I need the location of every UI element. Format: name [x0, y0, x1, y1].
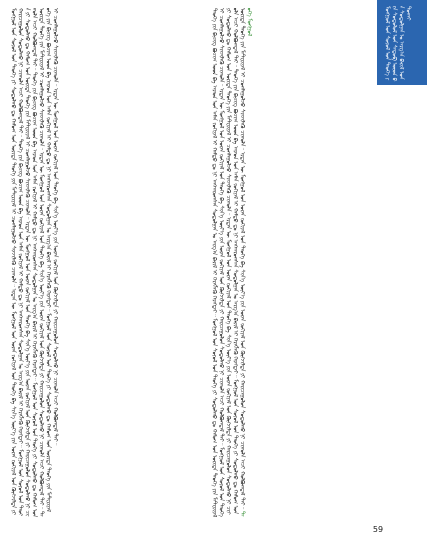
body-text-left: ᠮᠣᠩᠭᠣᠯ ᠤᠨ ᠰᠣᠶᠣᠯ ᠤᠨ ᠲᠡᠦᠬᠡ ᠶᠢ ᠰᠤᠳᠤᠯᠬᠤ ᠳᠤ ᠬᠠᠮᠤᠭ ᠤᠨ ᠤᠷᠢᠳᠠ ᠲᠡᠦᠬᠡ ᠶᠢᠨ ᠮᠠᠲ᠋ᠧᠷᠢᠶᠠᠯ ᠢ ᠴᠤᠭᠯᠠᠭᠤᠯᠵᠤ ᠰᠢᠨᠵᠢᠯᠡᠬᠦ ᠴᠢᠬᠤᠯᠠ᠃ ᠡᠷᠲᠡᠨ ᠦ ᠮᠣᠩᠭᠣᠯ ᠤᠨ ᠤᠷᠠᠨ ᠵᠣᠬᠢᠶᠠᠯ ᠤᠨ ᠲᠡᠦᠬᠡ ᠪᠠ ᠰᠢᠨ᠎ᠡ ᠦᠶ᠎ᠡ ᠶᠢᠨ ᠤᠷᠠᠨ ᠵᠣᠬᠢᠶᠠᠯ ᠤᠨ ᠬᠥᠭᠵᠢᠯᠲᠡ ᠶᠢ ᠬᠠᠷᠢᠴᠠᠭᠤᠯᠤᠨ ᠰᠤᠳᠤᠯᠬᠤ ᠨᠢ ᠴᠢᠬᠤᠯᠠ ᠠᠴᠢ ᠬᠤᠯᠪᠤᠭᠳᠠᠯ ᠲᠠᠢ᠃ ᠲᠡᠦᠬᠡ ᠶᠢᠨ ᠪᠢᠴᠢᠭ ᠪᠣᠴᠢᠭ ᠤᠳ ᠪᠠ ᠠᠷᠠᠳ ᠤᠨ ᠠᠮᠠᠨ ᠵᠣᠬᠢᠶᠠᠯ ᠢ ᠬᠠᠮᠲᠤ ᠳᠤ ᠨᠢ ᠠᠩᠬᠠᠷᠤᠭᠰᠠᠨ ᠰᠤᠳᠤᠯᠭᠠᠨ ᠤ ᠠᠷᠭ᠎ᠠ ᠪᠠᠷᠢᠯ ᠢ ᠬᠡᠷᠡᠭᠯᠡᠬᠦ ᠬᠡᠷᠡᠭᠲᠡᠢ᠃ ᠮᠣᠩᠭᠣᠯ ᠤᠨ ᠰᠣᠶᠣᠯ ᠤᠨ ᠲᠡᠦᠬᠡ ᠶᠢ ᠰᠤᠳᠤᠯᠬᠤ ᠳᠤ ᠬᠠᠮᠤᠭ ᠤᠨ ᠤᠷᠢᠳᠠ ᠲᠡᠦᠬᠡ ᠶᠢᠨ ᠮᠠᠲ᠋ᠧᠷᠢᠶᠠᠯ ᠢ ᠴᠤᠭᠯᠠᠭᠤᠯᠵᠤ ᠰᠢᠨᠵᠢᠯᠡᠬᠦ ᠴᠢᠬᠤᠯᠠ᠃ ᠡᠷᠲᠡᠨ ᠦ ᠮᠣᠩᠭᠣᠯ ᠤᠨ ᠤᠷᠠᠨ ᠵᠣᠬᠢᠶᠠᠯ ᠤᠨ ᠲᠡᠦᠬᠡ ᠪᠠ ᠰᠢᠨ᠎ᠡ ᠦᠶ᠎ᠡ ᠶᠢᠨ ᠤᠷᠠᠨ ᠵᠣᠬᠢᠶᠠᠯ ᠤᠨ ᠬᠥᠭᠵᠢᠯᠲᠡ ᠶᠢ ᠬᠠᠷᠢᠴᠠᠭᠤᠯᠤᠨ ᠰᠤᠳᠤᠯᠬᠤ ᠨᠢ ᠴᠢᠬᠤᠯᠠ ᠠᠴᠢ ᠬᠤᠯᠪᠤᠭᠳᠠᠯ ᠲᠠᠢ᠃ ᠲᠡᠦᠬᠡ ᠶᠢᠨ ᠪᠢᠴᠢᠭ ᠪᠣᠴᠢᠭ ᠤᠳ ᠪᠠ ᠠᠷᠠᠳ ᠤᠨ ᠠᠮᠠᠨ ᠵᠣᠬᠢᠶᠠᠯ ᠢ ᠬᠠᠮᠲᠤ ᠳᠤ ᠨᠢ ᠠᠩᠬᠠᠷᠤᠭᠰᠠᠨ ᠰᠤᠳᠤᠯᠭᠠᠨ ᠤ ᠠᠷᠭ᠎ᠠ ᠪᠠᠷᠢᠯ ᠢ ᠬᠡᠷᠡᠭᠯᠡᠬᠦ ᠬᠡᠷᠡᠭᠲᠡᠢ᠃ ᠮᠣᠩᠭᠣᠯ ᠤᠨ ᠰᠣᠶᠣᠯ ᠤᠨ ᠲᠡᠦᠬᠡ ᠶᠢ ᠰᠤᠳᠤᠯᠬᠤ ᠳᠤ ᠬᠠᠮᠤᠭ ᠤᠨ ᠤᠷᠢᠳᠠ ᠲᠡᠦᠬᠡ ᠶᠢᠨ ᠮᠠᠲ᠋ᠧᠷᠢᠶᠠᠯ ᠢ ᠴᠤᠭᠯᠠᠭᠤᠯᠵᠤ ᠰᠢᠨᠵᠢᠯᠡᠬᠦ ᠴᠢᠬᠤᠯᠠ᠃ ᠡᠷᠲᠡᠨ ᠦ ᠮᠣᠩᠭᠣᠯ ᠤᠨ ᠤᠷᠠᠨ ᠵᠣᠬᠢᠶᠠᠯ ᠤᠨ ᠲᠡᠦᠬᠡ ᠪᠠ ᠰᠢᠨ᠎ᠡ ᠦᠶ᠎ᠡ ᠶᠢᠨ ᠤᠷᠠᠨ ᠵᠣᠬᠢᠶᠠᠯ ᠤᠨ ᠬᠥᠭᠵᠢᠯᠲᠡ ᠶᠢ ᠬᠠᠷᠢᠴᠠᠭᠤᠯᠤᠨ ᠰᠤᠳᠤᠯᠬᠤ ᠨᠢ ᠴᠢᠬᠤᠯᠠ ᠠᠴᠢ ᠬᠤᠯᠪᠤᠭᠳᠠᠯ ᠲᠠᠢ᠃ ᠲᠡᠦᠬᠡ ᠶᠢᠨ ᠪᠢᠴᠢᠭ ᠪᠣᠴᠢᠭ ᠤᠳ ᠪᠠ ᠠᠷᠠᠳ ᠤᠨ ᠠᠮᠠᠨ ᠵᠣᠬᠢᠶᠠᠯ ᠢ ᠬᠠᠮᠲᠤ ᠳᠤ ᠨᠢ ᠠᠩᠬᠠᠷᠤᠭᠰᠠᠨ ᠰᠤᠳᠤᠯᠭᠠᠨ ᠤ ᠠᠷᠭ᠎ᠠ ᠪᠠᠷᠢᠯ ᠢ ᠬᠡᠷᠡᠭᠯᠡᠬᠦ ᠬᠡᠷᠡᠭᠲᠡᠢ᠃ ᠮᠣᠩᠭᠣᠯ ᠤᠨ ᠰᠣᠶᠣᠯ ᠤᠨ ᠲᠡᠦᠬᠡ ᠶᠢ ᠰᠤᠳᠤᠯᠬᠤ ᠳᠤ ᠬᠠᠮᠤᠭ ᠤᠨ ᠤᠷᠢᠳᠠ ᠲᠡᠦᠬᠡ ᠶᠢᠨ ᠮᠠᠲ᠋ᠧᠷᠢᠶᠠᠯ ᠢ ᠴᠤᠭᠯᠠᠭᠤᠯᠵᠤ ᠰᠢᠨᠵᠢᠯᠡᠬᠦ ᠴᠢᠬᠤᠯᠠ᠃ ᠡᠷᠲᠡᠨ ᠦ ᠮᠣᠩᠭᠣᠯ ᠤᠨ ᠤᠷᠠᠨ ᠵᠣᠬᠢᠶᠠᠯ ᠤᠨ ᠲᠡᠦᠬᠡ ᠪᠠ ᠰᠢᠨ᠎ᠡ ᠦᠶ᠎ᠡ ᠶᠢᠨ ᠤᠷᠠᠨ ᠵᠣᠬᠢᠶᠠᠯ ᠤᠨ ᠬᠥᠭᠵᠢᠯᠲᠡ ᠶᠢ ᠬᠠᠷᠢᠴᠠᠭᠤᠯᠤᠨ ᠰᠤᠳᠤᠯᠬᠤ ᠨᠢ ᠴᠢᠬᠤᠯᠠ ᠠᠴᠢ ᠬᠤᠯᠪᠤᠭᠳᠠᠯ ᠲᠠᠢ᠃	[10, 8, 58, 518]
body-text-right-block	[210, 8, 373, 518]
highlighted-term-1: ᠲᠡᠦᠬᠡ	[239, 8, 252, 517]
body-text-left-block	[9, 8, 194, 518]
page-number: 59	[372, 525, 384, 534]
body-text-right: ᠲᠡᠦᠬᠡ ᠶᠢᠨ ᠪᠢᠴᠢᠭ ᠪᠣᠴᠢᠭ ᠤᠳ ᠪᠠ ᠠᠷᠠᠳ ᠤᠨ ᠠᠮᠠᠨ ᠵᠣᠬᠢᠶᠠᠯ ᠢ ᠬᠠᠮᠲᠤ ᠳᠤ ᠨᠢ ᠠᠩᠬᠠᠷᠤᠭᠰᠠᠨ ᠰᠤᠳᠤᠯᠭᠠᠨ ᠤ ᠠᠷᠭ᠎ᠠ ᠪᠠᠷᠢᠯ ᠢ ᠬᠡᠷᠡᠭᠯᠡᠬᠦ ᠬᠡᠷᠡᠭᠲᠡᠢ᠃ ᠮᠣᠩᠭᠣᠯ ᠤᠨ ᠰᠣᠶᠣᠯ ᠤᠨ ᠲᠡᠦᠬᠡ ᠶᠢ ᠰᠤᠳᠤᠯᠬᠤ ᠳᠤ ᠬᠠᠮᠤᠭ ᠤᠨ ᠤᠷᠢᠳᠠ ᠲᠡᠦᠬᠡ ᠶᠢᠨ ᠮᠠᠲ᠋ᠧᠷᠢᠶᠠᠯ ᠢ ᠴᠤᠭᠯᠠᠭᠤᠯᠵᠤ ᠰᠢᠨᠵᠢᠯᠡᠬᠦ ᠴᠢᠬᠤᠯᠠ᠃ ᠡᠷᠲᠡᠨ ᠦ ᠮᠣᠩᠭᠣᠯ ᠤᠨ ᠤᠷᠠᠨ ᠵᠣᠬᠢᠶᠠᠯ ᠤᠨ ᠲᠡᠦᠬᠡ ᠪᠠ ᠰᠢᠨ᠎ᠡ ᠦᠶ᠎ᠡ ᠶᠢᠨ ᠤᠷᠠᠨ ᠵᠣᠬᠢᠶᠠᠯ ᠤᠨ ᠬᠥᠭᠵᠢᠯᠲᠡ ᠶᠢ ᠬᠠᠷᠢᠴᠠᠭᠤᠯᠤᠨ ᠰᠤᠳᠤᠯᠬᠤ ᠨᠢ ᠴᠢᠬᠤᠯᠠ ᠠᠴᠢ ᠬᠤᠯᠪᠤᠭᠳᠠᠯ ᠲᠠᠢ᠃ ᠮᠣᠩᠭᠣᠯ ᠤᠨ ᠰᠣᠶᠣᠯ ᠤᠨ ᠲᠡᠦᠬᠡ ᠶᠢ ᠰᠤᠳᠤᠯᠬᠤ ᠳᠤ ᠬᠠᠮᠤᠭ ᠤᠨ ᠤᠷᠢᠳᠠ ᠲᠡᠦᠬᠡ ᠶᠢᠨ ᠮᠠᠲ᠋ᠧᠷᠢᠶᠠᠯ ᠢ ᠴᠤᠭᠯᠠᠭᠤᠯᠵᠤ ᠰᠢᠨᠵᠢᠯᠡᠬᠦ ᠴᠢᠬᠤᠯᠠ᠃ ᠡᠷᠲᠡᠨ ᠦ ᠮᠣᠩᠭᠣᠯ ᠤᠨ ᠤᠷᠠᠨ ᠵᠣᠬᠢᠶᠠᠯ ᠤᠨ ᠲᠡᠦᠬᠡ ᠪᠠ ᠰᠢᠨ᠎ᠡ ᠦᠶ᠎ᠡ ᠶᠢᠨ ᠤᠷᠠᠨ ᠵᠣᠬᠢᠶᠠᠯ ᠤᠨ ᠬᠥᠭᠵᠢᠯᠲᠡ ᠶᠢ ᠬᠠᠷᠢᠴᠠᠭᠤᠯᠤᠨ ᠰᠤᠳᠤᠯᠬᠤ ᠨᠢ ᠴᠢᠬᠤᠯᠠ ᠠᠴᠢ ᠬᠤᠯᠪᠤᠭᠳᠠᠯ ᠲᠠᠢ᠃ ᠲᠡᠦᠬᠡ ᠶᠢᠨ ᠪᠢᠴᠢᠭ ᠪᠣᠴᠢᠭ ᠤᠳ ᠪᠠ ᠠᠷᠠᠳ ᠤᠨ ᠠᠮᠠᠨ ᠵᠣᠬᠢᠶᠠᠯ ᠢ ᠬᠠᠮᠲᠤ ᠳᠤ ᠨᠢ ᠠᠩᠬᠠᠷᠤᠭᠰᠠᠨ ᠰᠤᠳᠤᠯᠭᠠᠨ ᠤ ᠠᠷᠭ᠎ᠠ ᠪᠠᠷᠢᠯ ᠢ ᠬᠡᠷᠡᠭᠯᠡᠬᠦ ᠬᠡᠷᠡᠭᠲᠡᠢ᠃ ᠮᠣᠩᠭᠣᠯ ᠤᠨ ᠰᠣᠶᠣᠯ ᠤᠨ ᠲᠡᠦᠬᠡ ᠶᠢ ᠰᠤᠳᠤᠯᠬᠤ ᠳᠤ ᠬᠠᠮᠤᠭ ᠤᠨ ᠤᠷᠢᠳᠠ ᠲᠡᠦᠬᠡ ᠶᠢᠨ ᠮᠠᠲ᠋ᠧᠷᠢᠶᠠᠯ ᠢ ᠴᠤᠭᠯᠠᠭᠤᠯᠵᠤ ᠰᠢᠨᠵᠢᠯᠡᠬᠦ ᠴᠢᠬᠤᠯᠠ᠃ ᠡᠷᠲᠡᠨ ᠦ ᠮᠣᠩᠭᠣᠯ ᠤᠨ ᠤᠷᠠᠨ ᠵᠣᠬᠢᠶᠠᠯ ᠤᠨ ᠲᠡᠦᠬᠡ ᠪᠠ ᠰᠢᠨ᠎ᠡ ᠦᠶ᠎ᠡ ᠶᠢᠨ ᠤᠷᠠᠨ ᠵᠣᠬᠢᠶᠠᠯ ᠤᠨ ᠬᠥᠭᠵᠢᠯᠲᠡ ᠶᠢ ᠬᠠᠷᠢᠴᠠᠭᠤᠯᠤᠨ ᠰᠤᠳᠤᠯᠬᠤ ᠨᠢ ᠴᠢᠬᠤᠯᠠ ᠠᠴᠢ ᠬᠤᠯᠪᠤᠭᠳᠠᠯ ᠲᠠᠢ᠃	[211, 8, 245, 518]
highlighted-term-2: ᠮᠣᠩᠭᠣᠯ	[246, 18, 252, 37]
chapter-header-text: ᠮᠣᠩᠭᠣᠯ ᠤᠨ ᠰᠣᠶᠣᠯ ᠤᠨ ᠲᠡᠦᠬᠡ ᠶᠢᠨ ᠰᠤᠳᠤᠯᠤᠯ ᠤᠨ ᠰᠡᠳᠦᠪ ᠦᠳ ᠪᠠ ᠰᠤᠳᠤᠯᠭᠠᠨ ᠤ ᠠᠷᠭ᠎ᠠ ᠪᠠᠷᠢᠯ ᠤᠨ ᠲᠤᠬᠠᠢ	[384, 6, 411, 81]
